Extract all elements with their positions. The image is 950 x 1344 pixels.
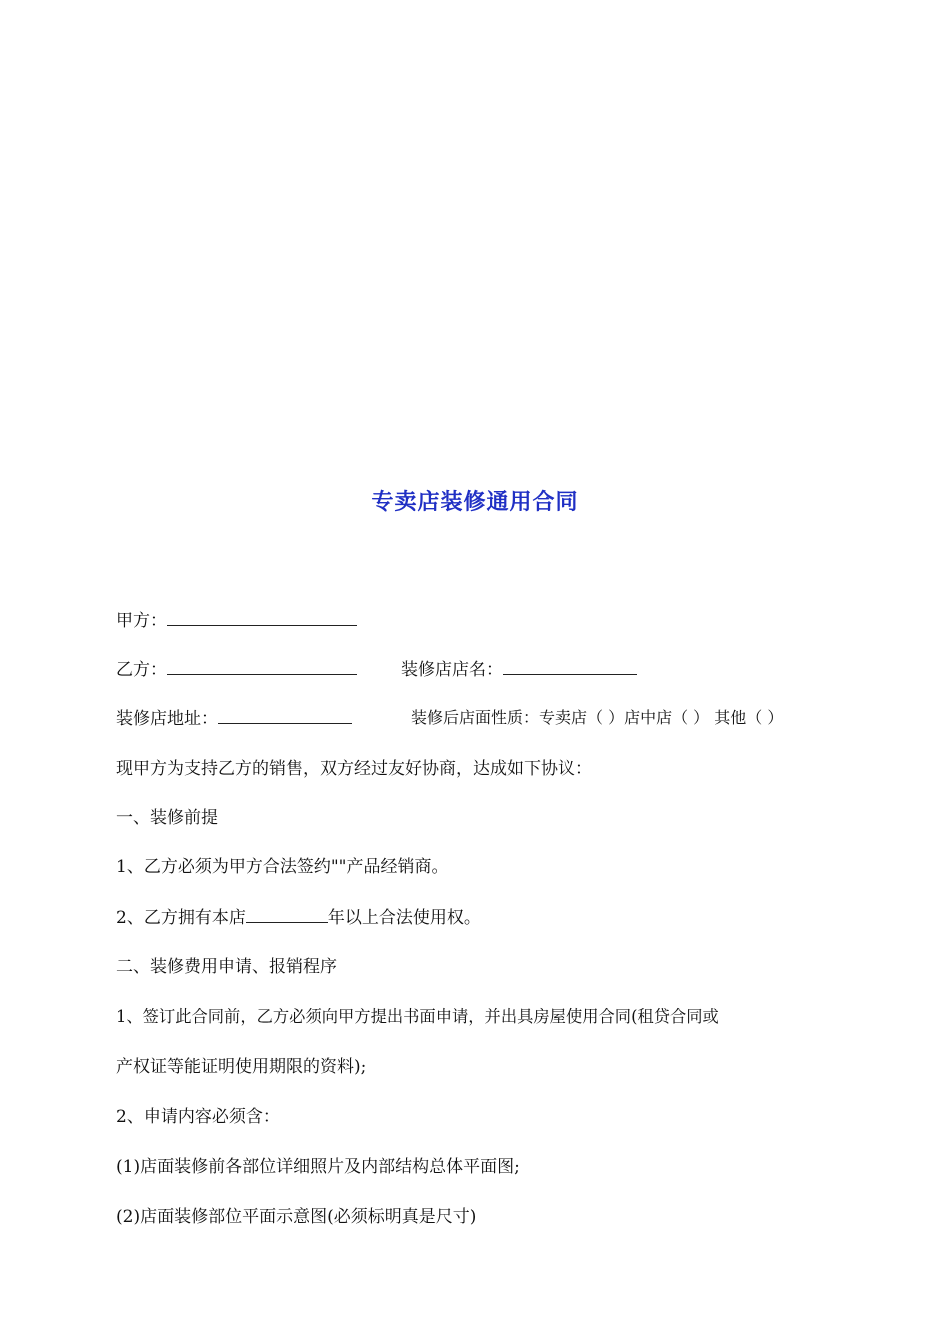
paragraph-intro: 现甲方为支持乙方的销售，双方经过友好协商，达成如下协议： xyxy=(116,759,592,779)
party-a-label: 甲方： xyxy=(116,611,167,631)
section-heading-1: 一、装修前提 xyxy=(116,808,218,828)
party-a-blank[interactable] xyxy=(167,606,357,626)
clause-1-1: 1、乙方必须为甲方合法签约""产品经销商。 xyxy=(116,857,449,877)
store-name-blank[interactable] xyxy=(503,655,637,675)
years-blank[interactable] xyxy=(246,903,328,923)
store-address-label: 装修店地址： xyxy=(116,709,218,729)
clause-1-2-text-a: 2、乙方拥有本店 xyxy=(116,908,246,928)
store-nature-text: 装修后店面性质：专卖店（ ）店中店（ ） 其他（ ） xyxy=(411,708,784,727)
clause-1-2 xyxy=(116,903,481,932)
clause-2-2: 2、申请内容必须含： xyxy=(116,1107,280,1127)
clause-2-1: 1、签订此合同前，乙方必须向甲方提出书面申请，并出具房屋使用合同(租贷合同或 xyxy=(116,1007,719,1026)
section-heading-2: 二、装修费用申请、报销程序 xyxy=(116,957,337,977)
party-b-blank[interactable] xyxy=(167,655,357,675)
store-name-label: 装修店店名： xyxy=(401,660,503,680)
clause-2-2-item-2: (2)店面装修部位平面示意图(必须标明真是尺寸) xyxy=(116,1207,477,1227)
store-address-blank[interactable] xyxy=(218,704,352,724)
clause-2-2-item-1: (1)店面装修前各部位详细照片及内部结构总体平面图; xyxy=(116,1157,520,1177)
clause-2-1-cont: 产权证等能证明使用期限的资料); xyxy=(116,1057,367,1077)
contract-title: 专卖店装修通用合同 xyxy=(371,490,579,515)
party-b-label: 乙方： xyxy=(116,660,167,680)
party-a-line xyxy=(116,606,357,635)
clause-1-2-text-b: 年以上合法使用权。 xyxy=(327,908,481,928)
